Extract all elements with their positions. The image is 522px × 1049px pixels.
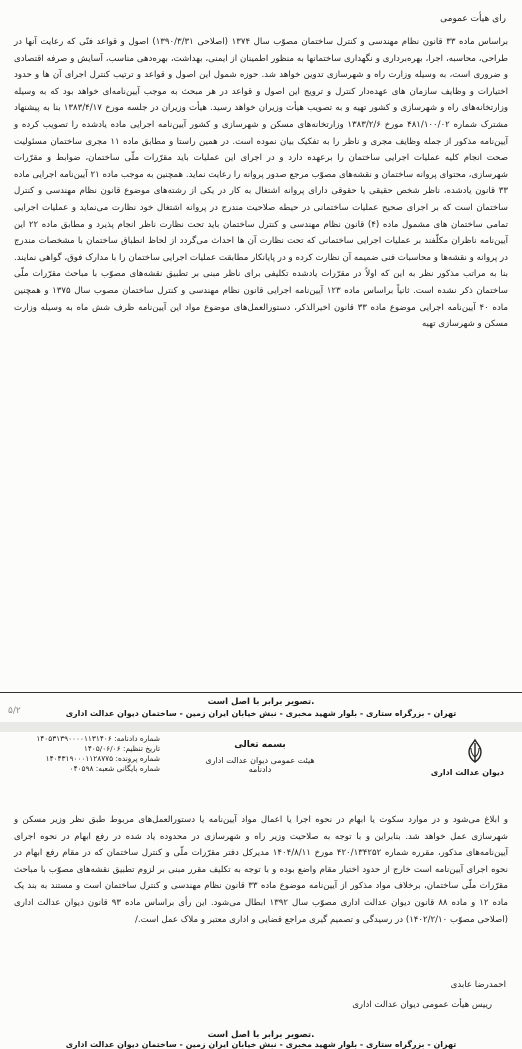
certified-copy-note: تصویر برابر با اصل است.	[207, 697, 315, 707]
iran-emblem-icon	[462, 738, 488, 764]
page-number: ۵/۲	[8, 706, 21, 716]
ruling-body-page2: و ابلاغ می‌شود و در موارد سکوت یا ابهام در نحوه اجرا یا اعمال مواد آیین‌نامه یا دستورالعمل‌های مربوط طبق نظر وزیر مسکن و شهرسازی عمل خواهد شد. بنابراین و با توجه به صلاحیت وزیر راه و شهرسازی در محدوده یاد شده در رفع ابهام در نحوه اجرای آیین‌نامه‌های مذکور، مقرره شماره ۴۲۰/۱۳۴۲۵۲ مورخ ۱۴۰۴/۸/۱۱ مدیرکل دفتر مقرّرات ملّی و کنترل ساختمان که در مقام رفع ابهام در نحوه اجرای آیین‌نامه است خارج از حدود اختیار مقام واضع بوده و با توجه به تکلیف مقرر مبنی بر لزوم تطبیق نقشه‌های مصوّب با مباحث مقرّرات ملّی ساختمان، برخلاف مواد مذکور از آیین‌نامه موضوع ماده ۳۳ قانون نظام مهندسی و کنترل ساختمان است و مستند به بند یک ماده ۱۲ و ماده ۸۸ قانون دیوان عدالت اداری مصوّب سال ۱۳۹۲ ابطال می‌شود. این رأی براساس ماده ۹۳ قانون دیوان عدالت اداری (اصلاحی مصوّب ۱۴۰۲/۲/۱۰) در رسیدگی و تصمیم گیری مراجع قضایی و اداری معتبر و ملاک عمل است./	[14, 815, 509, 925]
page1-footer	[0, 697, 522, 718]
ruling-body-page1: براساس ماده ۳۳ قانون نظام مهندسی و کنترل ساختمان مصوّب سال ۱۳۷۴ (اصلاحی ۱۳۹۰/۳/۳۱) اصول و قواعد فنّی که رعایت آنها در طراحی، محاسبه، اجرا، بهره‌برداری و نگهداری ساختمانها به منظور اطمینان از ایمنی، بهداشت، بهره‌دهی مناسب، آسایش و صرفه اقتصادی و ضروری است، به وسیله وزارت راه و شهرسازی تدوین خواهد شد. حوزه شمول این اصول و قواعد و ترتیب کنترل اجرای آن ها و حدود اختیارات و وظایف سازمان های عهده‌دار کنترل و ترویج این اصول و قواعد در هر مبحث به موجب آیین‌نامه‌ای خواهد بود که به وسیله وزارتخانه‌های راه و شهرسازی و کشور تهیه و به تصویب هیأت وزیران خواهد رسید. هیأت وزیران در جلسه مورخ ۱۳۸۳/۴/۱۷ بنا به پیشنهاد مشترک شماره ۴۸۱/۱۰۰/۰۲ مورخ ۱۳۸۳/۲/۶ وزارتخانه‌های مسکن و شهرسازی و کشور آیین‌نامه اجرایی ماده یادشده را تصویب کرده و آیین‌نامه مذکور از جمله وظایف مجری و ناظر را به تفکیک بیان نموده است. در همین راستا و مطابق ماده ۱۱ مجری ساختمان مسئولیت صحت انجام کلیه عملیات اجرایی ساختمان را برعهده دارد و در اجرای این عملیات باید مقرّرات ملّی ساختمان، ضوابط و مقرّرات شهرسازی، محتوای پروانه ساختمان و نقشه‌های مصوّب مرجع صدور پروانه را رعایت نماید. همچنین به موجب ماده ۲۱ آیین‌نامه اجرایی ماده ۳۳ قانون یادشده، ناظر شخص حقیقی یا حقوقی دارای پروانه اشتغال به کار در یکی از رشته‌های موضوع قانون نظام مهندسی و کنترل ساختمان است که بر اجرای صحیح عملیات ساختمانی در حیطه صلاحیت مندرج در پروانه اشتغال خود نظارت می‌نماید و عملیات اجرایی تمامی ساختمان های مشمول ماده (۴) قانون نظام مهندسی و کنترل ساختمان باید تحت نظارت ناظر انجام پذیرد و مطابق ماده ۲۲ این آیین‌نامه ناظران مکلّفند بر عملیات اجرایی ساختمانی که تحت نظارت آن ها احداث می‌گردد از لحاظ انطباق ساختمان با مشخصات مندرج در پروانه و نقشه‌ها و محاسبات فنی ضمیمه آن نظارت کرده و در پایانکار مطابقت عملیات اجرایی ساختمان را با مدارک فوق، گواهی نمایند. بنا به مراتب مذکور نظر به این که اولاً در مقرّرات یادشده تکلیفی برای ناظر مبنی بر تطبیق نقشه‌های مصوّب با مباحث مقرّرات ملّی ساختمان ذکر نشده است. ثانیاً براساس ماده ۱۲۳ آیین‌نامه اجرایی قانون نظام مهندسی و کنترل ساختمان مصوب سال ۱۳۷۵ و همچنین ماده ۴۰ آیین‌نامه اجرایی موضوع ماده ۳۳ قانون اخیرالذکر، دستورالعمل‌های موضوع مواد این آیین‌نامه ظرف شش ماه به وسیله وزارت مسکن و شهرسازی تهیه	[14, 37, 508, 330]
meta-row: شماره دادنامه: ۱۴۰۵۳۱۳۹۰۰۰۰۱۱۳۱۴۰۶	[36, 734, 160, 743]
ruling-heading: رای هیأت عمومی	[440, 14, 506, 24]
page-separator	[0, 722, 522, 732]
document-title	[160, 740, 360, 774]
signer-title: رییس هیأت عمومی دیوان عدالت اداری	[352, 1000, 492, 1010]
org-sub: دادنامه	[248, 765, 272, 774]
meta-row: شماره پرونده: ۱۴۰۴۳۱۹۰۰۰۱۱۲۸۷۷۵	[45, 754, 160, 763]
court-address: تهران - بزرگراه ستاری - بلوار شهید مخبری - نبش خیابان ایران زمین - ساختمان دیوان عدالت اداری	[65, 709, 457, 718]
meta-row: تاریخ تنظیم: ۱۴۰۵/۰۶/۰۶	[83, 744, 160, 753]
page2-header	[0, 736, 522, 800]
court-address: تهران - بزرگراه ستاری - بلوار شهید مخبری - نبش خیابان ایران زمین - ساختمان دیوان عدالت اداری	[65, 1040, 457, 1049]
org-name: هیئت عمومی دیوان عدالت اداری	[205, 756, 315, 765]
bismillah: بسمه تعالی	[234, 740, 286, 750]
page1-footer-divider	[0, 692, 522, 693]
document-meta	[10, 734, 160, 774]
meta-row: شماره بایگانی شعبه: ۰۴۰۵۹۸	[69, 764, 160, 773]
page2-footer	[0, 1030, 522, 1049]
court-name: دیوان عدالت اداری	[430, 768, 504, 777]
certified-copy-note: تصویر برابر با اصل است.	[207, 1030, 315, 1040]
signer-name: احمدرضا عابدی	[450, 980, 506, 990]
